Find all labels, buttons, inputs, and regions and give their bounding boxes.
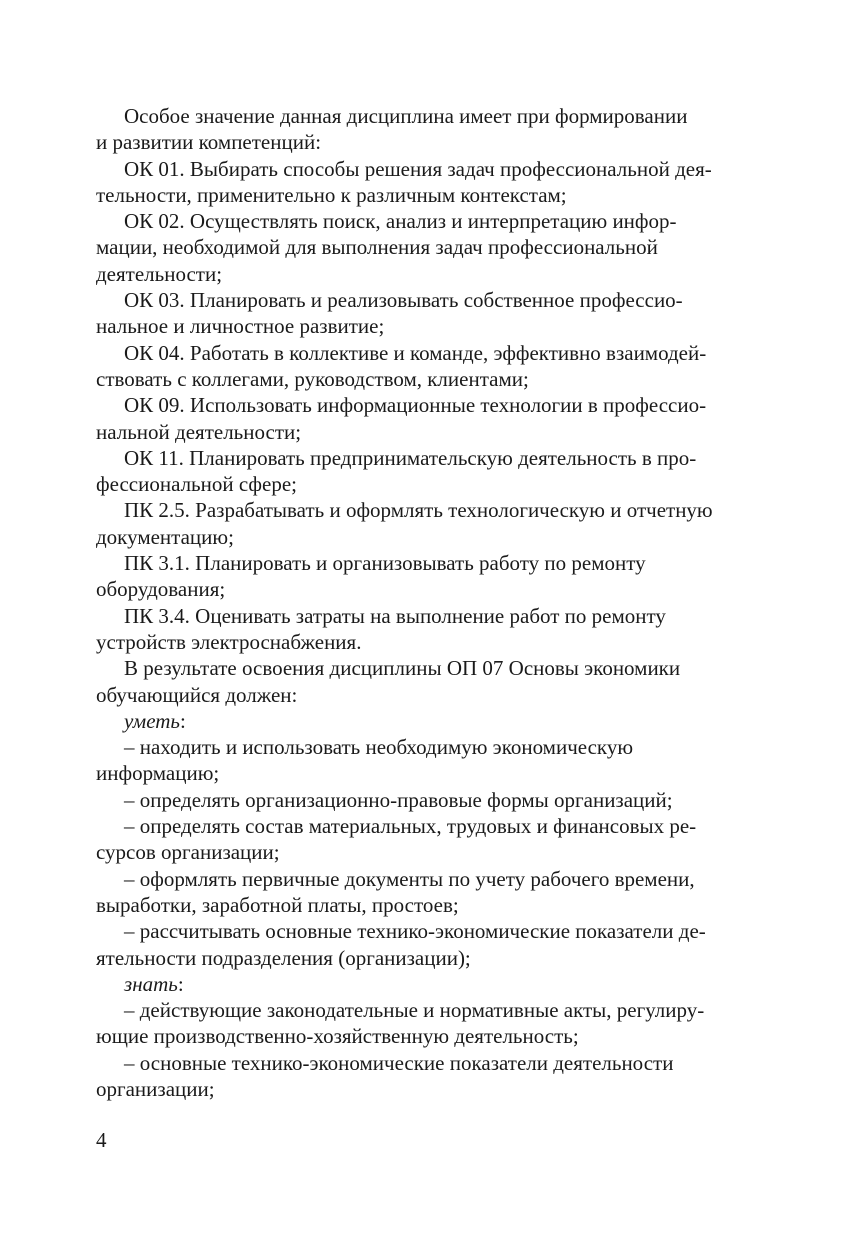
italic-znat: знать xyxy=(124,971,178,996)
heading-znat: знать: xyxy=(124,971,184,996)
paragraph-skill-4: – оформлять первичные документы по учету рабочего времени, выработки, заработной платы, простоев; xyxy=(96,866,695,917)
paragraph-knowledge-1: – действующие законодательные и нормативные акты, регулиру- ющие производственно-хозяйственную деятельность; xyxy=(96,998,705,1049)
paragraph-pk25: ПК 2.5. Разрабатывать и оформлять технологическую и отчетную документацию; xyxy=(96,498,713,549)
paragraph-result: В результате освоения дисциплины ОП 07 Основы экономики обучающийся должен: xyxy=(96,656,681,707)
paragraph-ok02: ОК 02. Осуществлять поиск, анализ и интерпретацию инфор- мации, необходимой для выполнения задач профессиональной деятельности; xyxy=(96,209,677,286)
paragraph-intro: Особое значение данная дисциплина имеет при формировании и развитии компетенций: xyxy=(96,104,688,155)
page-number: 4 xyxy=(96,1128,107,1152)
document-body xyxy=(96,103,774,1102)
paragraph-ok01: ОК 01. Выбирать способы решения задач профессиональной дея- тельности, применительно к различным контекстам; xyxy=(96,156,712,207)
italic-umet: уметь xyxy=(124,708,180,733)
paragraph-pk31: ПК 3.1. Планировать и организовывать работу по ремонту оборудования; xyxy=(96,551,646,602)
paragraph-skill-5: – рассчитывать основные технико-экономические показатели де- ятельности подразделения (организации); xyxy=(96,919,706,970)
paragraph-ok11: ОК 11. Планировать предпринимательскую деятельность в про- фессиональной сфере; xyxy=(96,445,697,497)
paragraph-ok09: ОК 09. Использовать информационные технологии в профессио- нальной деятельности; xyxy=(96,393,707,444)
paragraph-ok03: ОК 03. Планировать и реализовывать собственное профессио- нальное и личностное развитие; xyxy=(96,288,683,339)
paragraph-skill-3: – определять состав материальных, трудовых и финансовых ре- сурсов организации; xyxy=(96,814,697,865)
paragraph-pk34: ПК 3.4. Оценивать затраты на выполнение работ по ремонту устройств электроснабжения. xyxy=(96,603,666,654)
paragraph-skill-2: – определять организационно-правовые формы организаций; xyxy=(124,787,673,812)
paragraph-ok04: ОК 04. Работать в коллективе и команде, эффективно взаимодей- ствовать с коллегами, руководством, клиентами; xyxy=(96,340,707,391)
heading-umet: уметь: xyxy=(124,708,186,733)
paragraph-knowledge-2: – основные технико-экономические показатели деятельности организации; xyxy=(96,1050,674,1101)
paragraph-skill-1: – находить и использовать необходимую экономическую информацию; xyxy=(96,735,634,786)
